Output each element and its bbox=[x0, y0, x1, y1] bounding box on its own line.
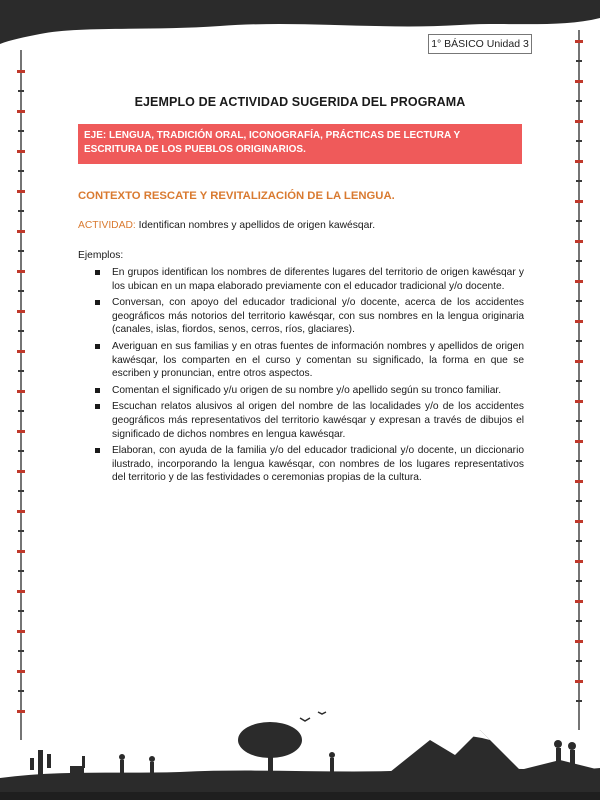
activity-line bbox=[78, 220, 375, 231]
list-item: Conversan, con apoyo del educador tradicional y/o docente, acerca de los accidentes geográficos más notorios del territorio kawésqar, con sus nombres en la lengua originaria (canales, islas, fiordos, senos, cerros, ríos, glaciares). bbox=[78, 296, 524, 337]
bullet-icon bbox=[95, 404, 100, 409]
list-item: En grupos identifican los nombres de diferentes lugares del territorio de origen kawésqar y los ubican en un mapa elaborado previamente con el educador tradicional y/o docente. bbox=[78, 266, 524, 293]
list-item: Comentan el significado y/u origen de su nombre y/o apellido según su tronco familiar. bbox=[78, 384, 524, 398]
bullet-icon bbox=[95, 270, 100, 275]
activity-text: Identifican nombres y apellidos de origen kawésqar. bbox=[135, 220, 376, 231]
eje-box: EJE: LENGUA, TRADICIÓN ORAL, ICONOGRAFÍA, PRÁCTICAS DE LECTURA Y ESCRITURA DE LOS PUEBLOS ORIGINARIOS. bbox=[78, 124, 522, 164]
bullet-icon bbox=[95, 344, 100, 349]
list-item: Elaboran, con ayuda de la familia y/o del educador tradicional y/o docente, un diccionario ilustrado, incorporando la lengua kawésqar, con nombres de los lugares representativos del territorio y de las festividades o ceremonias propias de la cultura. bbox=[78, 444, 524, 485]
footer-landscape-illustration bbox=[0, 700, 600, 800]
bullet-icon bbox=[95, 300, 100, 305]
examples-label: Ejemplos: bbox=[78, 250, 124, 261]
examples-list bbox=[78, 266, 524, 488]
left-decorative-border bbox=[16, 50, 26, 740]
bullet-icon bbox=[95, 388, 100, 393]
bullet-icon bbox=[95, 448, 100, 453]
list-item: Averiguan en sus familias y en otras fuentes de información nombres y apellidos de origen kawésqar, los comparten en el curso y comentan su significado, la forma en que se escriben y pronuncian, entre otros aspectos. bbox=[78, 340, 524, 381]
page-title: EJEMPLO DE ACTIVIDAD SUGERIDA DEL PROGRAMA bbox=[134, 95, 466, 109]
right-decorative-border bbox=[574, 30, 584, 730]
section-heading: CONTEXTO RESCATE Y REVITALIZACIÓN DE LA LENGUA. bbox=[78, 190, 395, 202]
list-item: Escuchan relatos alusivos al origen del nombre de las localidades y/o de los accidentes geográficos más representativos del territorio kawésqar y expresan a través de dibujos el significado de dichos nombres en lengua kawésqar. bbox=[78, 400, 524, 441]
unit-badge: 1° BÁSICO Unidad 3 bbox=[428, 34, 532, 54]
activity-label: ACTIVIDAD: bbox=[78, 220, 136, 231]
